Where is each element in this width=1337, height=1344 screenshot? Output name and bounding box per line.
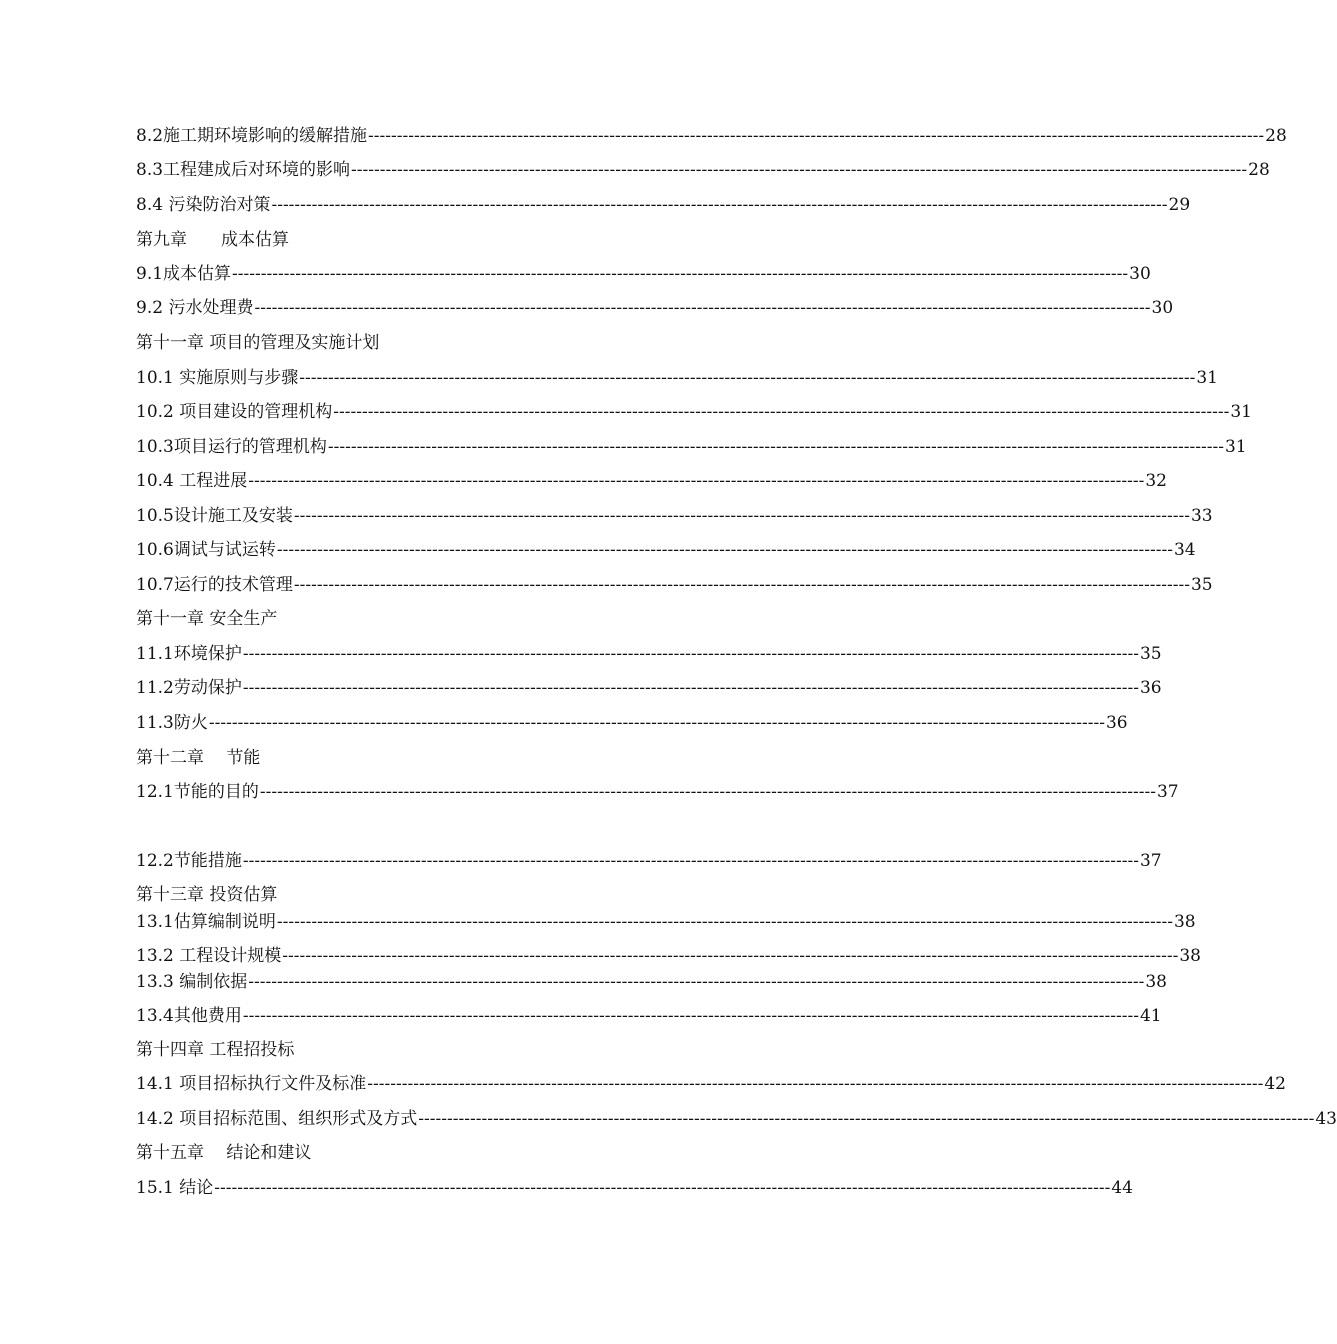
toc-entry-title: 11.3防火 (136, 713, 208, 733)
toc-entry-title: 10.7运行的技术管理 (136, 575, 293, 595)
toc-entry[interactable] (136, 910, 1196, 934)
toc-entry-title: 12.1节能的目的 (136, 782, 259, 802)
toc-page-number: 41 (1139, 1006, 1162, 1026)
toc-leader-dashes: ------------------------------------------------------------------------------------------------------------------------------------------------------------ (293, 506, 1190, 526)
toc-page-number: 35 (1190, 575, 1213, 595)
chapter-title: 第十五章 结论和建议 (136, 1143, 312, 1163)
toc-entry[interactable] (136, 1176, 1133, 1200)
toc-entry[interactable] (136, 1072, 1286, 1096)
toc-entry-title: 12.2节能措施 (136, 851, 242, 871)
toc-leader-dashes: ------------------------------------------------------------------------------------------------------------------------------------------------------------ (232, 264, 1129, 284)
toc-leader-dashes: ------------------------------------------------------------------------------------------------------------------------------------------------------------ (351, 160, 1248, 180)
toc-page-number: 38 (1173, 912, 1196, 932)
toc-page-number: 34 (1173, 540, 1196, 560)
toc-page-number: 38 (1179, 946, 1201, 966)
toc-page-number: 42 (1264, 1074, 1286, 1094)
toc-entry[interactable] (136, 504, 1213, 528)
toc-entry-title: 10.5设计施工及安装 (136, 506, 293, 526)
toc-entry[interactable] (136, 435, 1247, 459)
toc-leader-dashes: ------------------------------------------------------------------------------------------------------------------------------------------------------------ (368, 126, 1265, 146)
toc-entry-title: 8.3工程建成后对环境的影响 (136, 160, 351, 180)
toc-leader-dashes: ------------------------------------------------------------------------------------------------------------------------------------------------------------ (248, 972, 1145, 992)
toc-entry[interactable] (136, 400, 1252, 424)
toc-page-number: 32 (1145, 471, 1167, 491)
toc-entry-title: 9.1成本估算 (136, 264, 232, 284)
toc-entry-title: 15.1 结论 (136, 1178, 214, 1198)
toc-chapter-heading (136, 883, 277, 907)
toc-entry[interactable] (136, 296, 1174, 320)
toc-page-number: 33 (1190, 506, 1213, 526)
toc-page-number: 29 (1168, 195, 1191, 215)
toc-entry[interactable] (136, 193, 1191, 217)
toc-page-number: 36 (1139, 678, 1162, 698)
toc-entry[interactable] (136, 158, 1270, 182)
toc-page-number: 35 (1139, 644, 1162, 664)
toc-page-number: 37 (1156, 782, 1179, 802)
toc-entry[interactable] (136, 538, 1196, 562)
toc-page-number: 43 (1315, 1109, 1337, 1129)
toc-chapter-heading (136, 1141, 311, 1165)
toc-entry[interactable] (136, 711, 1128, 735)
toc-entry[interactable] (136, 1004, 1162, 1028)
toc-leader-dashes: ------------------------------------------------------------------------------------------------------------------------------------------------------------ (293, 575, 1190, 595)
toc-entry[interactable] (136, 780, 1179, 804)
toc-leader-dashes: ------------------------------------------------------------------------------------------------------------------------------------------------------------ (418, 1109, 1315, 1129)
toc-leader-dashes: ------------------------------------------------------------------------------------------------------------------------------------------------------------ (327, 437, 1224, 457)
chapter-title: 第十四章 工程招投标 (136, 1040, 295, 1060)
toc-page-number: 31 (1230, 402, 1252, 422)
toc-chapter-heading (136, 228, 289, 252)
toc-entry-title: 11.1环境保护 (136, 644, 242, 664)
toc-leader-dashes: ------------------------------------------------------------------------------------------------------------------------------------------------------------ (242, 644, 1139, 664)
toc-leader-dashes: ------------------------------------------------------------------------------------------------------------------------------------------------------------ (242, 678, 1139, 698)
toc-entry-title: 10.1 实施原则与步骤 (136, 368, 299, 388)
toc-entry-title: 9.2 污水处理费 (136, 298, 254, 318)
toc-entry[interactable] (136, 124, 1287, 148)
toc-entry[interactable] (136, 642, 1162, 666)
toc-entry-title: 14.2 项目招标范围、组织形式及方式 (136, 1109, 418, 1129)
toc-leader-dashes: ------------------------------------------------------------------------------------------------------------------------------------------------------------ (242, 1006, 1139, 1026)
toc-leader-dashes: ------------------------------------------------------------------------------------------------------------------------------------------------------------ (259, 782, 1156, 802)
toc-page-number: 30 (1129, 264, 1151, 284)
toc-entry[interactable] (136, 262, 1151, 286)
toc-entry[interactable] (136, 573, 1213, 597)
toc-chapter-heading (136, 607, 277, 631)
toc-page-number: 44 (1111, 1178, 1133, 1198)
toc-page-number: 37 (1139, 851, 1162, 871)
toc-leader-dashes: ------------------------------------------------------------------------------------------------------------------------------------------------------------ (276, 540, 1173, 560)
toc-page-number: 28 (1265, 126, 1287, 146)
toc-entry[interactable] (136, 849, 1162, 873)
chapter-title: 第十一章 项目的管理及实施计划 (136, 333, 380, 353)
toc-page-number: 28 (1248, 160, 1270, 180)
toc-chapter-heading (136, 1038, 294, 1062)
toc-entry-title: 13.3 编制依据 (136, 972, 248, 992)
toc-entry[interactable] (136, 469, 1167, 493)
toc-entry-title: 10.3项目运行的管理机构 (136, 437, 327, 457)
toc-entry-title: 13.2 工程设计规模 (136, 946, 282, 966)
toc-entry[interactable] (136, 366, 1218, 390)
chapter-title: 第十二章 节能 (136, 748, 261, 768)
toc-entry[interactable] (136, 970, 1167, 994)
toc-leader-dashes: ------------------------------------------------------------------------------------------------------------------------------------------------------------ (276, 912, 1173, 932)
toc-entry-title: 8.4 污染防治对策 (136, 195, 271, 215)
toc-entry-title: 14.1 项目招标执行文件及标准 (136, 1074, 367, 1094)
toc-leader-dashes: ------------------------------------------------------------------------------------------------------------------------------------------------------------ (242, 851, 1139, 871)
toc-entry[interactable] (136, 944, 1201, 968)
toc-entry-title: 10.2 项目建设的管理机构 (136, 402, 333, 422)
chapter-title: 第十一章 安全生产 (136, 609, 278, 629)
toc-leader-dashes: ------------------------------------------------------------------------------------------------------------------------------------------------------------ (254, 298, 1151, 318)
toc-entry-title: 10.6调试与试运转 (136, 540, 276, 560)
toc-page-number: 30 (1151, 298, 1174, 318)
toc-page-number: 31 (1224, 437, 1247, 457)
toc-entry-title: 10.4 工程进展 (136, 471, 248, 491)
toc-leader-dashes: ------------------------------------------------------------------------------------------------------------------------------------------------------------ (248, 471, 1145, 491)
toc-leader-dashes: ------------------------------------------------------------------------------------------------------------------------------------------------------------ (282, 946, 1179, 966)
toc-leader-dashes: ------------------------------------------------------------------------------------------------------------------------------------------------------------ (367, 1074, 1264, 1094)
toc-entry-title: 13.1估算编制说明 (136, 912, 276, 932)
toc-leader-dashes: ------------------------------------------------------------------------------------------------------------------------------------------------------------ (333, 402, 1230, 422)
chapter-title: 第十三章 投资估算 (136, 885, 278, 905)
toc-leader-dashes: ------------------------------------------------------------------------------------------------------------------------------------------------------------ (208, 713, 1105, 733)
toc-page-number: 38 (1145, 972, 1167, 992)
toc-page-number: 36 (1105, 713, 1128, 733)
toc-leader-dashes: ------------------------------------------------------------------------------------------------------------------------------------------------------------ (271, 195, 1168, 215)
toc-entry[interactable] (136, 1107, 1337, 1131)
toc-leader-dashes: ------------------------------------------------------------------------------------------------------------------------------------------------------------ (299, 368, 1196, 388)
toc-entry-title: 8.2施工期环境影响的缓解措施 (136, 126, 368, 146)
toc-chapter-heading (136, 331, 379, 355)
toc-entry[interactable] (136, 676, 1162, 700)
toc-entry-title: 11.2劳动保护 (136, 678, 242, 698)
toc-entry-title: 13.4其他费用 (136, 1006, 242, 1026)
chapter-title: 第九章 成本估算 (136, 230, 289, 250)
toc-leader-dashes: ------------------------------------------------------------------------------------------------------------------------------------------------------------ (214, 1178, 1111, 1198)
toc-page-number: 31 (1196, 368, 1218, 388)
toc-chapter-heading (136, 746, 260, 770)
